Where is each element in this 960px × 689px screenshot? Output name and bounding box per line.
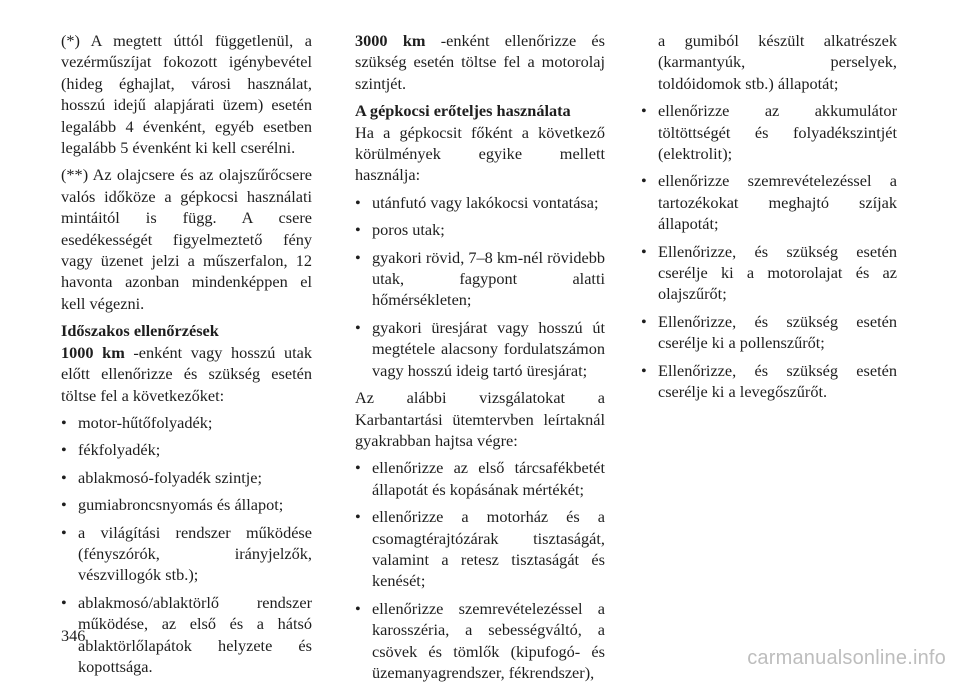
list-item: • ablakmosó/ablaktörlő rendszer működése, az első és a hátsó ablaktörlőlapátok helyzete és kopottsága. [61, 592, 312, 678]
intro-text: -enként ellenőrizze és szükség esetén töltse fel a motorolaj szintjét. [355, 31, 605, 93]
list-item: • ellenőrizze a motorház és a csomagtérajtózárak tisztaságát, valamint a retesz tisztaságát és kenését; [355, 506, 605, 592]
oil-level-check [355, 30, 605, 94]
list-item: • ablakmosó-folyadék szintje; [61, 467, 312, 488]
interval-3000km: 3000 km [355, 31, 426, 50]
periodic-checks-list [61, 412, 312, 677]
extra-checks-list-continued [641, 30, 897, 403]
footnote-oil-change: (**) Az olajcsere és az olajszűrőcsere valós időköze a gépkocsi használati mintáitól is függ. A csere esedékességét figyelmeztető fény vagy üzenet jelzi a műszerfalon, 12 havonta azonban mindenképpen el kell végezni. [61, 165, 312, 313]
watermark: carmanualsonline.info [747, 647, 946, 669]
column-2 [355, 30, 605, 689]
list-item: • ellenőrizze szemrevételezéssel a tartozékokat meghajtó szíjak állapotát; [641, 170, 897, 234]
list-item: • motor-hűtőfolyadék; [61, 412, 312, 433]
list-item: • utánfutó vagy lakókocsi vontatása; [355, 192, 605, 213]
list-item: • a világítási rendszer működése (fényszórók, irányjelzők, vészvillogók stb.); [61, 522, 312, 586]
list-item: • gumiabroncsnyomás és állapot; [61, 494, 312, 515]
footnote-timing-belt: (*) A megtett úttól függetlenül, a vezérműszíjat fokozott igénybevétel (hideg éghajlat, városi használat, hosszú idejű alapjárati üzem) esetén legalább 4 évenként, egyéb esetben legalább 5 évenként ki kell cserélni. [61, 31, 312, 158]
section-heading-heavy-use: A gépkocsi erőteljes használata [355, 101, 571, 121]
list-item: • gyakori üresjárat vagy hosszú út megtétele alacsony fordulatszámon vagy hosszú ideig tartó üresjárat; [355, 317, 605, 381]
list-item: • ellenőrizze szemrevételezéssel a karosszéria, a sebességváltó, a csövek és tömlők (kipufogó- és üzemanyagrendszer, fékrendszer), [355, 598, 605, 684]
list-item: • Ellenőrizze, és szükség esetén cserélje ki a pollenszűrőt; [641, 311, 897, 354]
list-item: • Ellenőrizze, és szükség esetén cserélje ki a levegőszűrőt. [641, 360, 897, 403]
list-item: • gyakori rövid, 7–8 km-nél rövidebb utak, fagypont alatti hőmérsékleten; [355, 247, 605, 311]
extra-checks-list [355, 457, 605, 683]
interval-1000km: 1000 km [61, 342, 125, 362]
periodic-checks-intro [61, 342, 312, 406]
list-item: • ellenőrizze az akkumulátor töltöttségét és folyadékszintjét (elektrolit); [641, 100, 897, 164]
column-1 [61, 30, 312, 683]
column-3 [641, 30, 897, 409]
page-number: 346 [61, 626, 86, 645]
list-item: • poros utak; [355, 219, 605, 240]
extra-checks-intro: Az alábbi vizsgálatokat a Karbantartási ütemtervben leírtaknál gyakrabban hajtsa végre: [355, 388, 605, 450]
list-item: • Ellenőrizze, és szükség esetén cserélje ki a motorolajat és az olajszűrőt; [641, 241, 897, 305]
intro-text: -enként vagy hosszú utak előtt ellenőrizze és szükség esetén töltse fel a következőket: [61, 342, 312, 405]
list-item: • ellenőrizze az első tárcsafékbetét állapotát és kopásának mértékét; [355, 457, 605, 500]
list-item-continuation: a gumiból készült alkatrészek (karmantyúk, perselyek, toldóidomok stb.) állapotát; [658, 31, 897, 93]
list-item: • fékfolyadék; [61, 439, 312, 460]
section-heading-periodic-checks: Időszakos ellenőrzések [61, 321, 219, 341]
heavy-use-conditions-list [355, 192, 605, 381]
heavy-use-intro: Ha a gépkocsit főként a következő körülmények egyike mellett használja: [355, 122, 605, 185]
